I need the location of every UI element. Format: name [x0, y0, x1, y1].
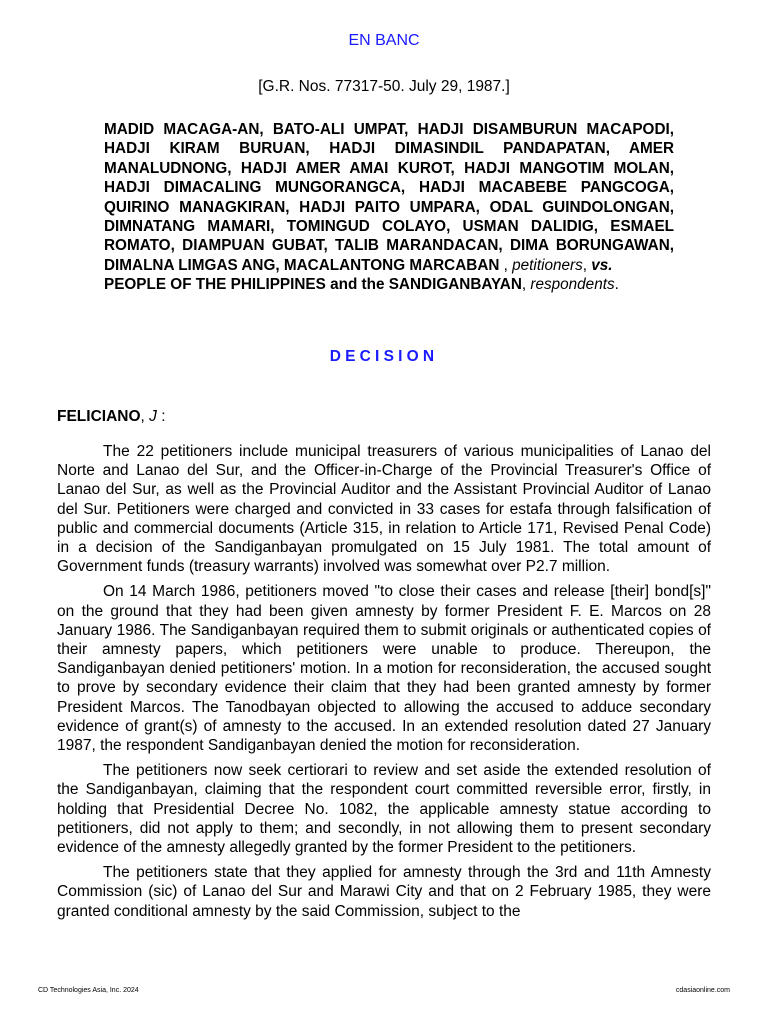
petitioners-names: MADID MACAGA-AN, BATO-ALI UMPAT, HADJI DISAMBURUN MACAPODI, HADJI KIRAM BURUAN, HADJI DIMASINDIL PANDAPATAN, AMER MANALUDNONG, HADJI AMER AMAI KUROT, HADJI MANGOTIM MOLAN, HADJI DIMACALING MUNGORANGCA, HADJI MACABEBE PANGCOGA, QUIRINO MANAGKIRAN, HADJI PAITO UMPARA, ODAL GUINDOLONGAN, DIMNATANG MAMARI, TOMINGUD COLAYO, USMAN DALIDIG, ESMAEL ROMATO, DIAMPUAN GUBAT, TALIB MARANDACAN, DIMA BORUNGAWAN, DIMALNA LIMGAS ANG, MACALANTONG MARCABAN — [104, 121, 674, 274]
paragraph: The 22 petitioners include municipal treasurers of various municipalities of Lanao del Norte and Lanao del Sur, and the Officer-in-Charge of the Provincial Treasurer's Office of Lanao del Sur, as well as the Provincial Auditor and the Assistant Provincial Auditor of Lanao del Sur. Petitioners were charged and convicted in 33 cases for estafa through falsification of public and commercial documents (Article 315, in relation to Article 171, Revised Penal Code) in a decision of the Sandiganbayan promulgated on 15 July 1981. The total amount of Government funds (treasury warrants) involved was somewhat over P2.7 million. — [57, 443, 711, 576]
ponente — [57, 408, 166, 426]
case-parties — [104, 120, 674, 295]
petitioners-label: petitioners — [512, 256, 583, 274]
footer-website: cdasiaonline.com — [675, 987, 730, 994]
ponente-colon: : — [156, 408, 166, 425]
paragraph: On 14 March 1986, petitioners moved "to close their cases and release [their] bond[s]" on the ground that they had been given amnesty by former President F. E. Marcos on 28 January 1986. The Sandiganbayan required them to submit originals or authenticated copies of their amnesty papers, which petitioners were unable to produce. Thereupon, the Sandiganbayan denied petitioners' motion. In a motion for reconsideration, the accused sought to prove by secondary evidence their claim that they had been granted amnesty by former President Marcos. The Tanodbayan objected to allowing the accused to adduce secondary evidence of grant(s) of amnesty to the accused. In an extended resolution dated 27 January 1987, the respondent Sandiganbayan denied the motion for reconsideration. — [57, 583, 711, 755]
respondents-separator: , — [521, 276, 531, 294]
paragraph: The petitioners state that they applied for amnesty through the 3rd and 11th Amnesty Commission (sic) of Lanao del Sur and Marawi City and that on 2 February 1985, they were granted conditional amnesty by the said Commission, subject to the — [57, 864, 711, 920]
court-division: EN BANC — [348, 32, 420, 49]
ponente-separator: , — [140, 408, 150, 425]
footer-copyright: CD Technologies Asia, Inc. 2024 — [38, 987, 139, 994]
versus-label: vs. — [591, 256, 613, 274]
petitioners-separator: , — [499, 256, 513, 274]
respondents-label: respondents — [530, 276, 615, 294]
ponente-name: FELICIANO — [57, 408, 141, 425]
decision-heading: DECISION — [329, 348, 439, 365]
ponente-title: J — [149, 408, 157, 425]
paragraph: The petitioners now seek certiorari to review and set aside the extended resolution of the Sandiganbayan, claiming that the respondent court committed reversible error, firstly, in holding that Presidential Decree No. 1082, the applicable amnesty statue according to petitioners, did not apply to them; and secondly, in not allowing them to present secondary evidence of the amnesty allegedly granted by the former President to the petitioners. — [57, 762, 711, 857]
case-number: [G.R. Nos. 77317-50. July 29, 1987.] — [258, 78, 510, 95]
comma-separator: , — [582, 256, 592, 274]
respondents-names: PEOPLE OF THE PHILIPPINES and the SANDIGANBAYAN — [104, 276, 522, 294]
decision-body — [57, 442, 711, 927]
end-period: . — [614, 276, 619, 294]
